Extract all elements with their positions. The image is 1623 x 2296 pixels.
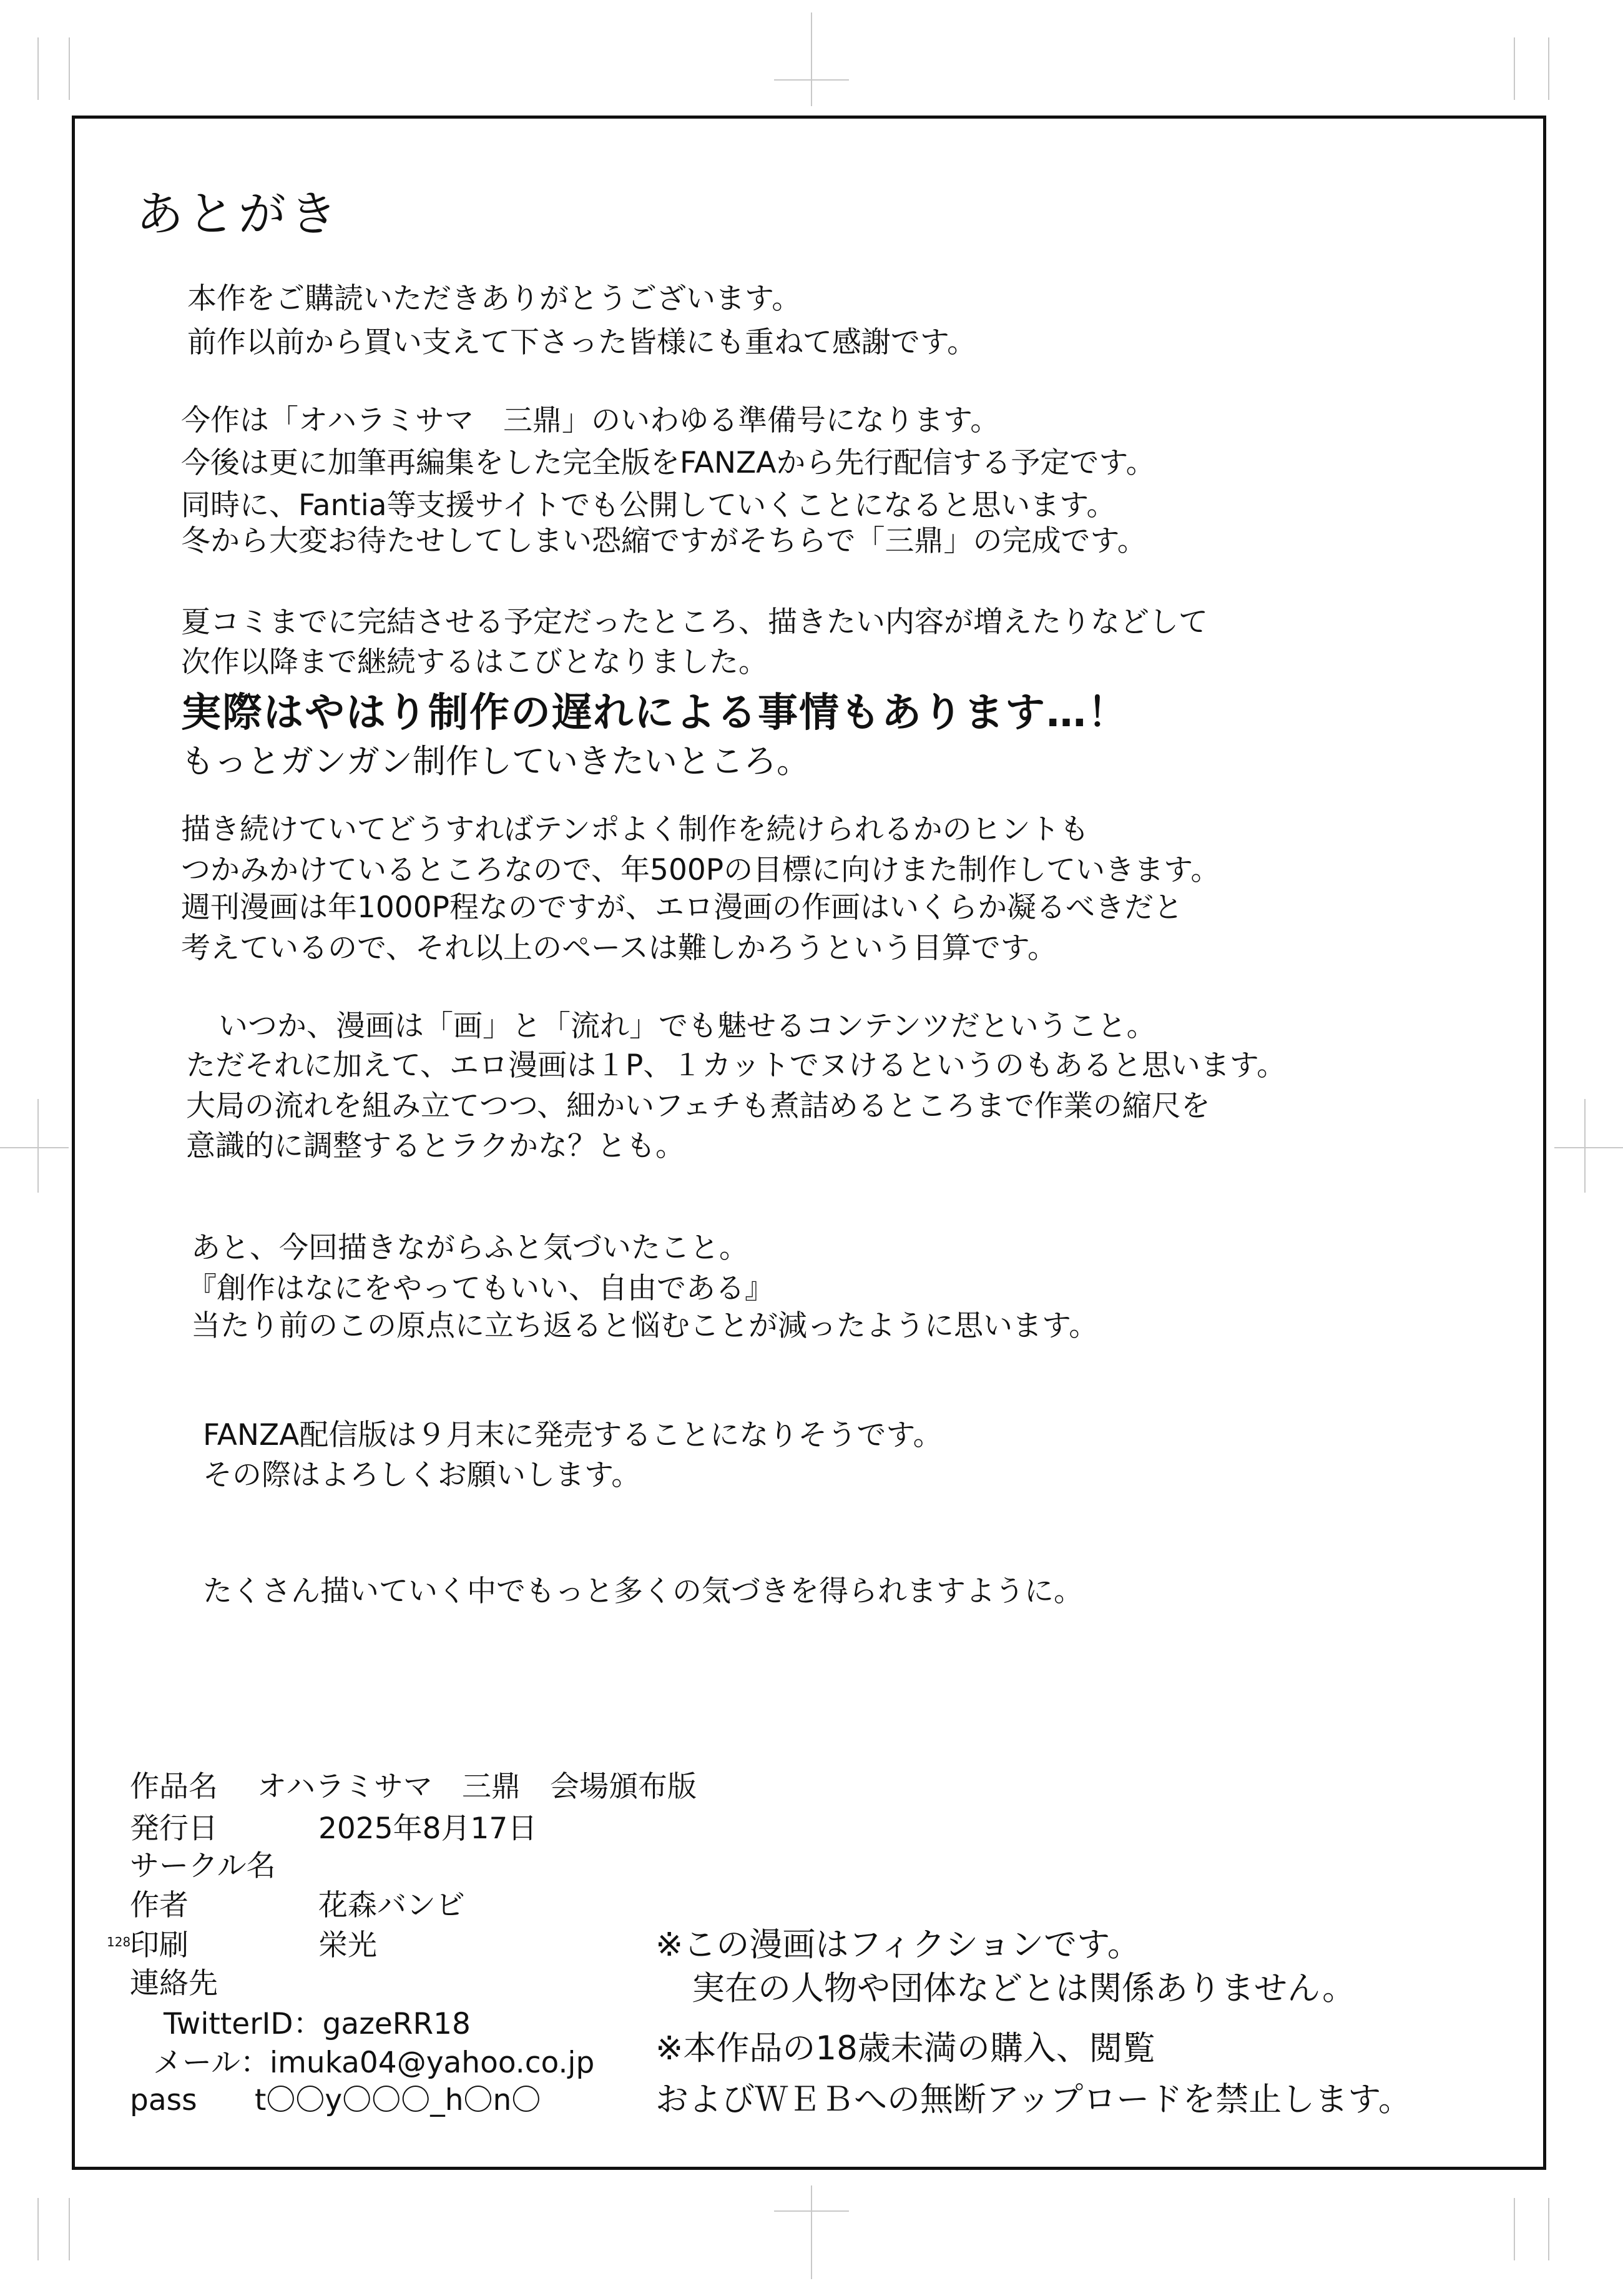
afterword-line: 本作をご購読いただきありがとうございます。 bbox=[187, 282, 802, 316]
afterword-line: いつか、漫画は「画」と「流れ」でも魅せるコンテンツだということ。 bbox=[218, 1009, 1156, 1043]
afterword-line: あと、今回描きながらふと気づいたこと。 bbox=[191, 1231, 748, 1265]
colophon-print-value: 栄光 bbox=[318, 1928, 377, 1963]
crop-mark-bl-v1 bbox=[37, 2198, 39, 2260]
colophon-twitter: TwitterID：gazeRR18 bbox=[164, 2007, 471, 2041]
colophon-author-label: 作者 bbox=[130, 1888, 189, 1923]
colophon-title-value: オハラミサマ 三鼎 会場頒布版 bbox=[257, 1770, 697, 1804]
afterword-line: 当たり前のこの原点に立ち返ると悩むことが減ったように思います。 bbox=[191, 1309, 1099, 1343]
afterword-line: 意識的に調整するとラクかな？とも。 bbox=[186, 1129, 685, 1163]
crop-mark-left-middle-h bbox=[0, 1147, 69, 1148]
crop-mark-tr-v1 bbox=[1514, 37, 1515, 100]
afterword-line: FANZA配信版は９月末に発売することになりそうです。 bbox=[203, 1418, 943, 1452]
page-number: 128 bbox=[107, 1934, 131, 1949]
afterword-line: 同時に、Fantia等支援サイトでも公開していくことになると思います。 bbox=[181, 488, 1116, 523]
afterword-line: その際はよろしくお願いします。 bbox=[203, 1458, 641, 1492]
afterword-line: 夏コミまでに完結させる予定だったところ、描きたい内容が増えたりなどして bbox=[181, 605, 1208, 639]
afterword-line: 今作は「オハラミサマ 三鼎」のいわゆる準備号になります。 bbox=[181, 403, 1000, 438]
notice-upload-ban: およびＷＥＢへの無断アップロードを禁止します。 bbox=[655, 2081, 1412, 2119]
afterword-line: 『創作はなにをやってもいい、自由である』 bbox=[187, 1271, 774, 1306]
crop-mark-tl-v1 bbox=[37, 37, 39, 100]
afterword-line: つかみかけているところなので、年500Pの目標に向けまた制作していきます。 bbox=[181, 853, 1220, 887]
afterword-emphasis-sub: もっとガンガン制作していきたいところ。 bbox=[181, 742, 810, 781]
colophon-circle-label: サークル名 bbox=[130, 1849, 276, 1883]
afterword-line: 今後は更に加筆再編集をした完全版をFANZAから先行配信する予定です。 bbox=[181, 446, 1155, 480]
crop-mark-right-middle-h bbox=[1554, 1147, 1623, 1148]
afterword-line: 次作以降まで継続するはこびとなりました。 bbox=[181, 645, 768, 679]
colophon-pass-label: pass bbox=[130, 2083, 197, 2117]
afterword-line: 冬から大変お待たせしてしまい恐縮ですがそちらで「三鼎」の完成です。 bbox=[181, 524, 1147, 558]
crop-mark-tl-v2 bbox=[69, 37, 70, 100]
crop-mark-br-v1 bbox=[1514, 2198, 1515, 2260]
afterword-title: あとがき bbox=[136, 186, 341, 242]
colophon-contact-label: 連絡先 bbox=[130, 1966, 218, 2001]
crop-mark-bottom-center-v bbox=[811, 2185, 812, 2279]
crop-mark-top-center-v bbox=[811, 12, 812, 106]
colophon-print-label: 印刷 bbox=[130, 1928, 189, 1963]
colophon-date-value: 2025年8月17日 bbox=[318, 1811, 537, 1846]
afterword-line: 描き続けていてどうすればテンポよく制作を続けられるかのヒントも bbox=[181, 812, 1089, 847]
notice-age-restriction: ※本作品の18歳未満の購入、閲覧 bbox=[655, 2029, 1155, 2067]
colophon-pass-value: t〇〇y〇〇〇_h〇n〇 bbox=[255, 2083, 541, 2117]
colophon-date-label: 発行日 bbox=[130, 1811, 218, 1846]
notice-fiction-sub: 実在の人物や団体などとは関係ありません。 bbox=[692, 1969, 1356, 2008]
afterword-line: 週刊漫画は年1000P程なのですが、エロ漫画の作画はいくらか凝るべきだと bbox=[181, 890, 1183, 925]
crop-mark-tr-v2 bbox=[1548, 37, 1549, 100]
afterword-line: 考えているので、それ以上のペースは難しかろうという目算です。 bbox=[181, 931, 1057, 965]
colophon-author-value: 花森バンビ bbox=[318, 1888, 465, 1923]
crop-mark-br-v2 bbox=[1548, 2198, 1549, 2260]
crop-mark-left-middle-v bbox=[37, 1099, 39, 1193]
afterword-line: ただそれに加えて、エロ漫画は１P、１カットでヌけるというのもあると思います。 bbox=[186, 1048, 1287, 1083]
colophon-mail: メール：imuka04@yahoo.co.jp bbox=[153, 2046, 595, 2080]
afterword-closing: たくさん描いていく中でもっと多くの気づきを得られますように。 bbox=[203, 1574, 1083, 1609]
afterword-line: 大局の流れを組み立てつつ、細かいフェチも煮詰めるところまで作業の縮尺を bbox=[186, 1089, 1210, 1123]
crop-mark-right-middle-v bbox=[1584, 1099, 1586, 1193]
crop-mark-bl-v2 bbox=[69, 2198, 70, 2260]
notice-fiction: ※この漫画はフィクションです。 bbox=[655, 1926, 1140, 1964]
afterword-emphasis: 実際はやはり制作の遅れによる事情もあります…！ bbox=[181, 690, 1129, 736]
afterword-line: 前作以前から買い支えて下さった皆様にも重ねて感謝です。 bbox=[187, 325, 977, 360]
colophon-title-label: 作品名 bbox=[130, 1770, 218, 1804]
